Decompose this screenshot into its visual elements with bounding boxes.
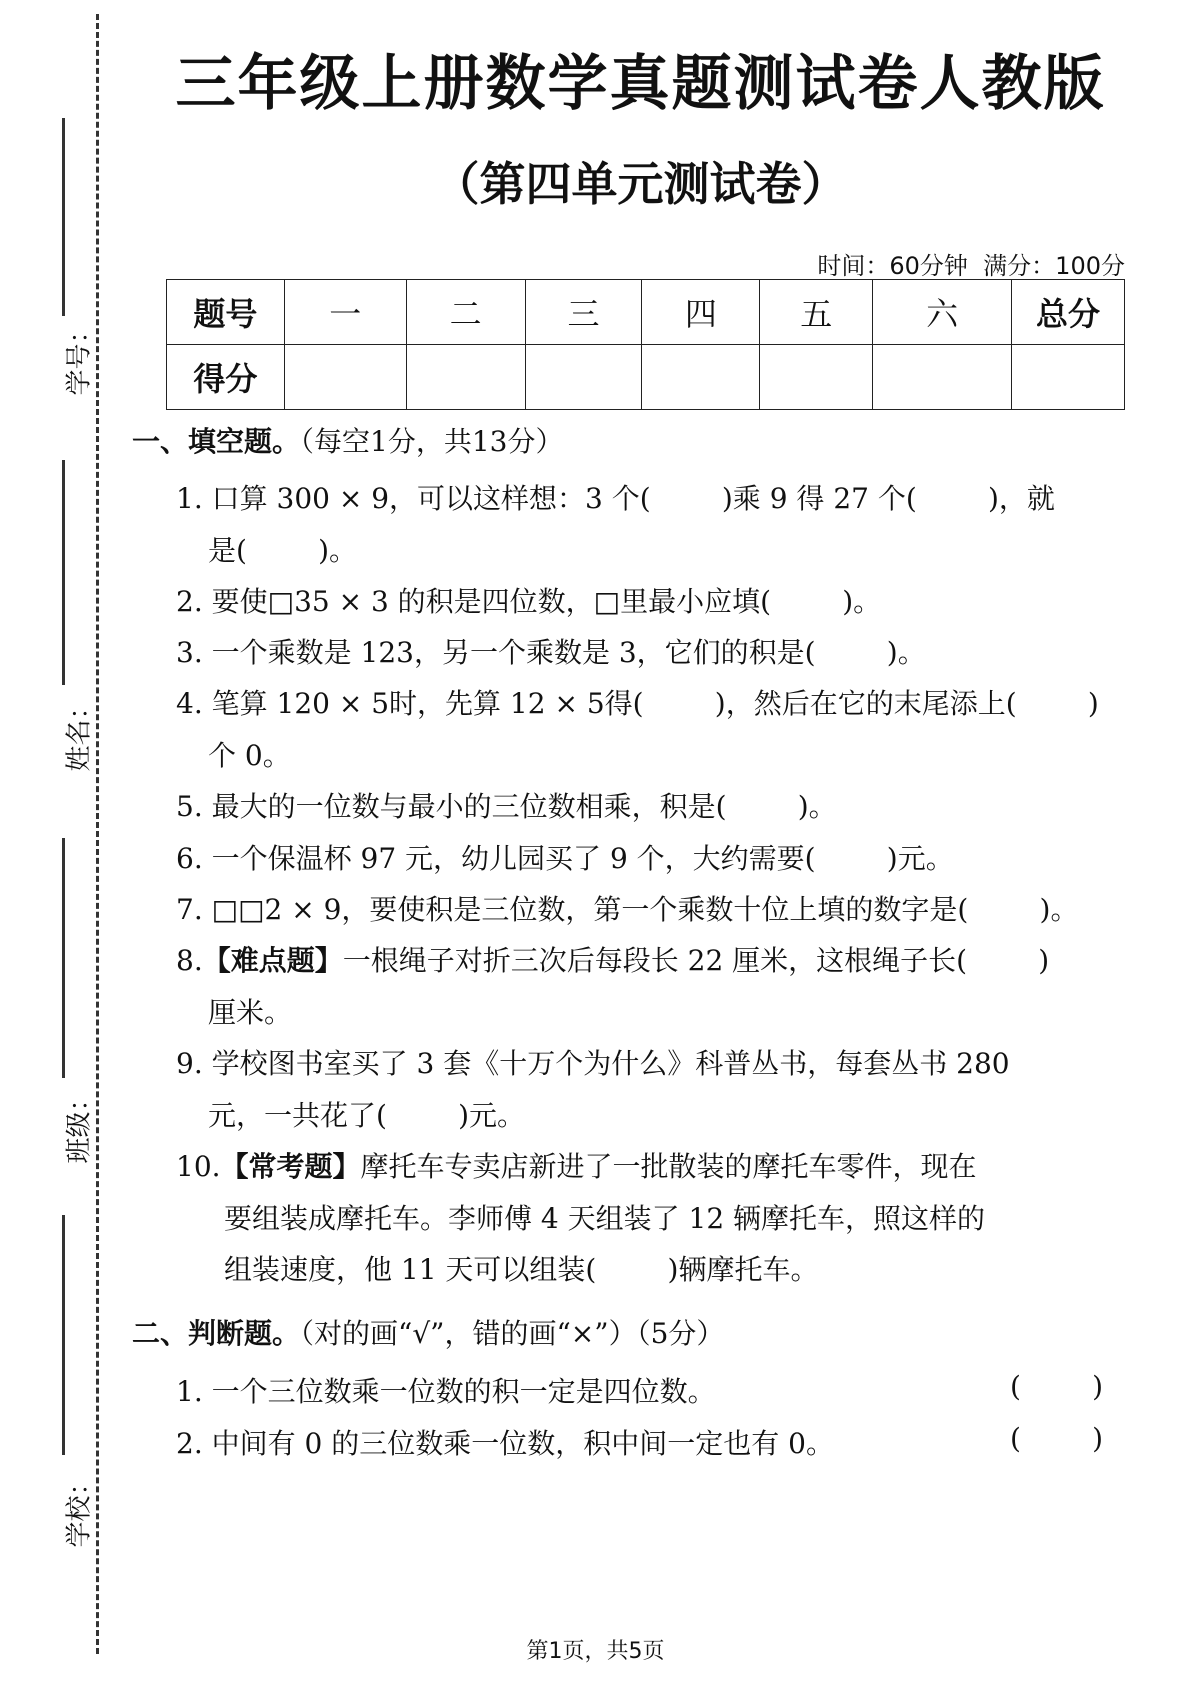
question-line: 厘米。 [208,996,293,1029]
score-cell[interactable] [642,345,760,410]
header-cell: 三 [525,280,642,345]
question-line: 个 0。 [208,739,291,772]
question-line [176,1145,977,1185]
header-cell: 五 [760,280,873,345]
class-label: 班级： [64,1085,95,1164]
question-line: 3. 一个乘数是 123，另一个乘数是 3，它们的积是( )。 [176,636,926,669]
question-line: 1. 口算 300 × 9，可以这样想：3 个( )乘 9 得 27 个( )，就 [176,482,1055,515]
binding-dashed-line [96,14,99,1654]
question-line: 2. 要使□35 × 3 的积是四位数，□里最小应填( )。 [176,585,882,618]
question-line: 4. 笔算 120 × 5时，先算 12 × 5得( )，然后在它的末尾添上( ) [176,687,1099,720]
header-cell: 一 [284,280,406,345]
score-cell[interactable] [284,345,406,410]
question-number: 10. [176,1150,221,1183]
question-line: 要组装成摩托车。李师傅 4 天组装了 12 辆摩托车，照这样的 [224,1202,986,1235]
section2-heading [132,1312,724,1352]
section1-note: （每空1分，共13分） [300,425,564,458]
answer-blank[interactable]: ( ) [1009,1422,1103,1455]
question-line [176,939,1049,979]
question-line: 是( )。 [208,534,358,567]
question-line: 9. 学校图书室买了 3 套《十万个为什么》科普丛书，每套丛书 280 [176,1047,1010,1080]
score-table-score-row [167,345,1125,410]
judge-question: 2. 中间有 0 的三位数乘一位数，积中间一定也有 0。 [176,1427,834,1460]
exam-meta: 时间：60分钟 满分：100分 [817,252,1125,280]
score-cell[interactable] [760,345,873,410]
question-line: 7. □□2 × 9，要使积是三位数，第一个乘数十位上填的数字是( )。 [176,893,1079,926]
answer-blank[interactable]: ( ) [1009,1370,1103,1403]
section1-title: 一、填空题。 [132,425,301,458]
school-line [62,1215,65,1455]
difficulty-tag: 【难点题】 [202,944,343,977]
score-cell[interactable] [1012,345,1125,410]
section2-note: （对的画“√”，错的画“×”）（5分） [300,1317,725,1350]
score-table [166,279,1125,410]
header-cell: 六 [873,280,1012,345]
page-footer: 第1页，共5页 [526,1639,665,1664]
school-label: 学校： [64,1469,95,1548]
section2-title: 二、判断题。 [132,1317,301,1350]
score-table-header-row [167,280,1125,345]
header-cell: 总分 [1012,280,1125,345]
name-line [62,460,65,685]
question-line: 5. 最大的一位数与最小的三位数相乘，积是( )。 [176,790,837,823]
judge-question: 1. 一个三位数乘一位数的积一定是四位数。 [176,1375,716,1408]
question-text: 一根绳子对折三次后每段长 22 厘米，这根绳子长( ) [342,944,1050,977]
header-cell: 二 [406,280,525,345]
question-line: 元，一共花了( )元。 [208,1099,526,1132]
question-line: 组装速度，他 11 天可以组装( )辆摩托车。 [224,1253,819,1286]
question-number: 8. [176,944,203,977]
score-cell[interactable] [873,345,1012,410]
row-label: 得分 [167,345,285,410]
name-label: 姓名： [64,693,95,772]
question-line: 6. 一个保温杯 97 元，幼儿园买了 9 个，大约需要( )元。 [176,842,954,875]
score-cell[interactable] [525,345,642,410]
section1-heading [132,420,563,460]
common-tag: 【常考题】 [220,1150,361,1183]
page-subtitle: （第四单元测试卷） [433,157,848,211]
class-line [62,838,65,1078]
student-id-label: 学号： [64,317,95,396]
question-text: 摩托车专卖店新进了一批散装的摩托车零件，现在 [360,1150,977,1183]
header-cell: 题号 [167,280,285,345]
score-cell[interactable] [406,345,525,410]
page-title: 三年级上册数学真题测试卷人教版 [175,49,1106,119]
header-cell: 四 [642,280,760,345]
